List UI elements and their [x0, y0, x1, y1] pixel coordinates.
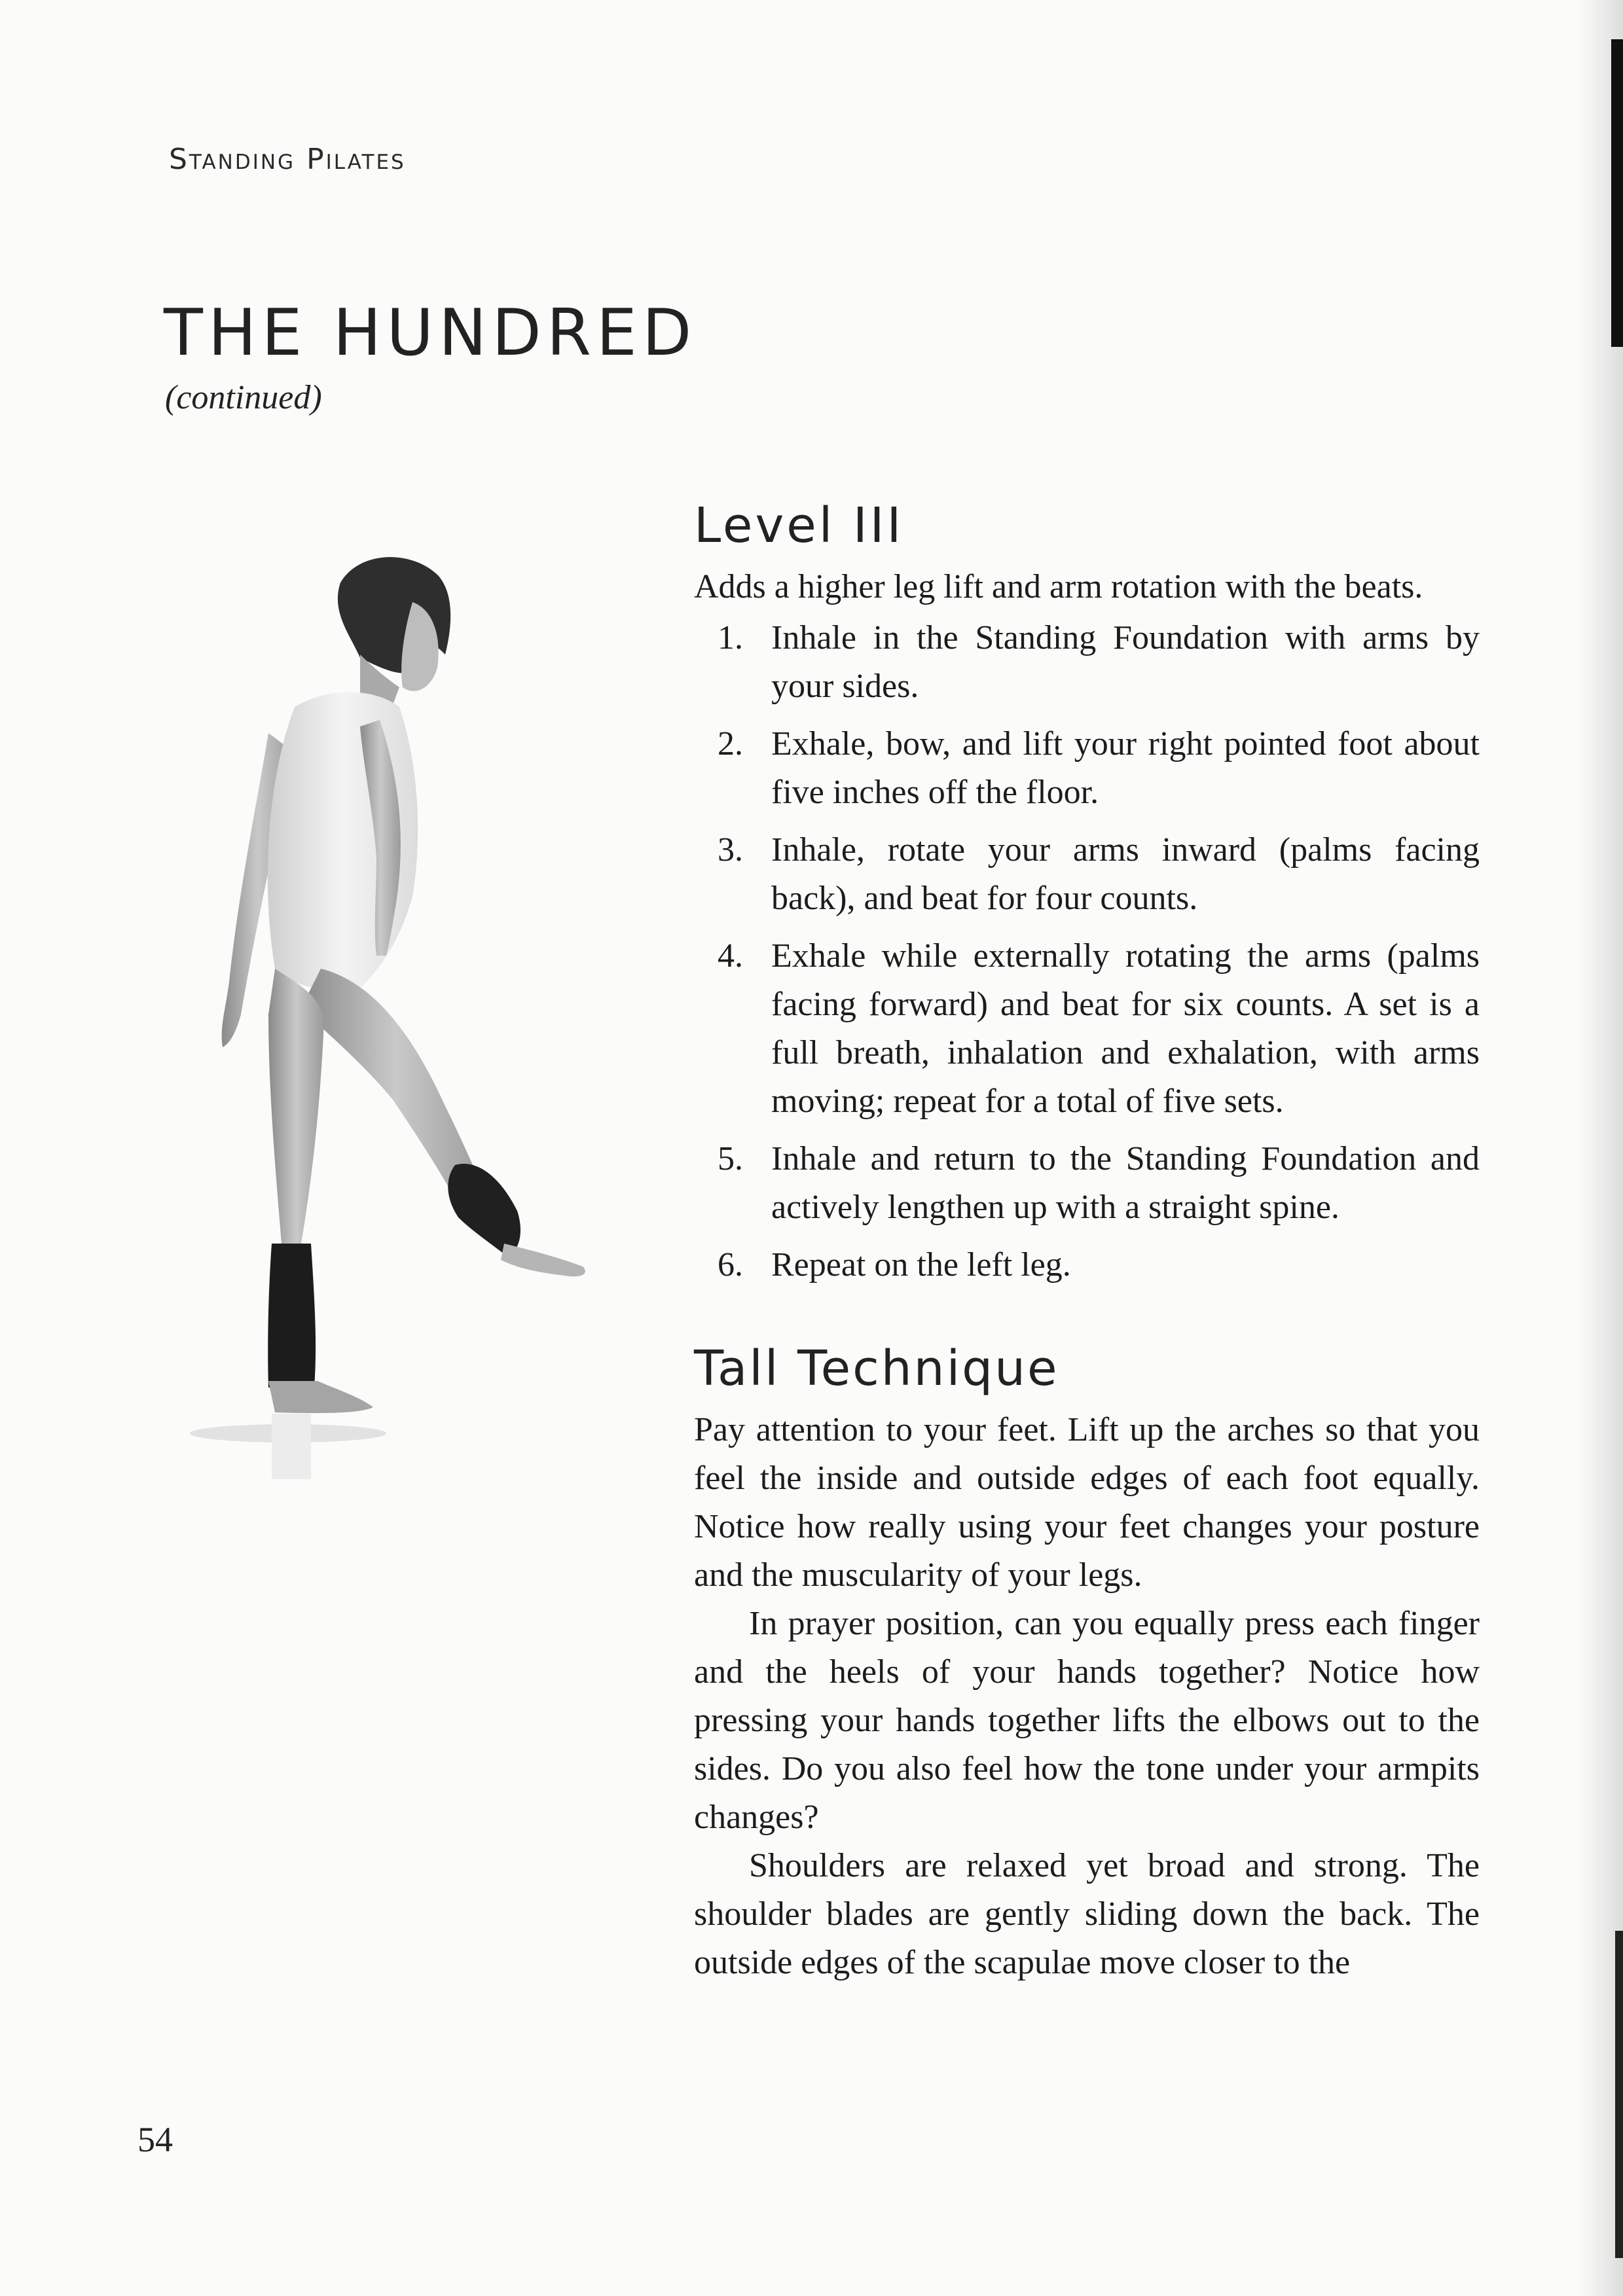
- section-heading-tall-technique: Tall Technique: [694, 1340, 1059, 1397]
- step-text: Inhale and return to the Standing Foundation and actively lengthen up with a straight spine.: [771, 1140, 1480, 1226]
- step-number: 6.: [718, 1246, 743, 1283]
- step-number: 2.: [718, 725, 743, 762]
- standing-leg: [268, 969, 324, 1244]
- level-3-intro: Adds a higher leg lift and arm rotation with the beats.: [694, 568, 1423, 605]
- step-number: 4.: [718, 937, 743, 975]
- step-item: [694, 932, 1480, 1126]
- leg-warmer-left: [268, 1244, 316, 1388]
- step-item: [694, 826, 1480, 923]
- step-item: [694, 1241, 1480, 1289]
- level-3-steps: [694, 614, 1480, 1289]
- tall-technique-paragraph: Pay attention to your feet. Lift up the arches so that you feel the inside and outside edges of each foot equally. Notice how really using your feet changes your posture and the muscularity of your legs.: [694, 1411, 1480, 1594]
- tall-technique-paragraph: Shoulders are relaxed yet broad and strong. The shoulder blades are gently sliding down the back. The outside edges of the scapulae move closer to the: [694, 1847, 1480, 1981]
- page-edge-bar-top: [1611, 39, 1623, 347]
- raised-foot: [501, 1244, 585, 1276]
- step-text: Inhale, rotate your arms inward (palms facing back), and beat for four counts.: [771, 831, 1480, 917]
- step-item: [694, 1135, 1480, 1232]
- step-text: Exhale while externally rotating the arms (palms facing forward) and beat for six counts. A set is a full breath, inhalation and exhalation, with arms moving; repeat for a total of five sets.: [771, 937, 1480, 1120]
- standing-foot: [268, 1381, 373, 1413]
- page-subtitle: (continued): [165, 379, 322, 416]
- main-column: [694, 497, 1480, 1987]
- step-number: 5.: [718, 1140, 743, 1177]
- woman-exercise-photo: [164, 471, 661, 1505]
- leg-warmer-right: [448, 1164, 520, 1257]
- section-heading-level-3: Level III: [694, 497, 904, 554]
- page-title: THE HUNDRED: [164, 296, 697, 370]
- step-text: Exhale, bow, and lift your right pointed foot about five inches off the floor.: [771, 725, 1480, 811]
- tall-technique-paragraph: In prayer position, can you equally press each finger and the heels of your hands together? Notice how pressing your hands together lifts the elbows out to the sides. Do you also feel how the tone under your armpits changes?: [694, 1605, 1480, 1836]
- running-head: Standing Pilates: [169, 143, 406, 176]
- step-text: Repeat on the left leg.: [771, 1246, 1071, 1283]
- step-item: [694, 720, 1480, 817]
- step-text: Inhale in the Standing Foundation with arms by your sides.: [771, 619, 1480, 705]
- page-edge-bar-bottom: [1615, 1931, 1623, 2258]
- page-number: 54: [137, 2120, 173, 2159]
- step-number: 1.: [718, 619, 743, 656]
- step-item: [694, 614, 1480, 711]
- step-number: 3.: [718, 831, 743, 869]
